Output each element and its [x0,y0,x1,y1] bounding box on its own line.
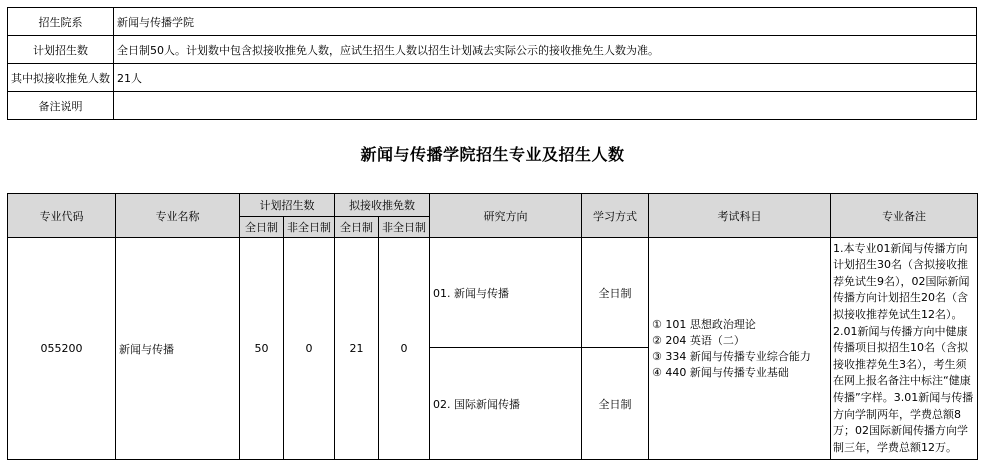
header-plan: 计划招生数 [240,194,335,217]
info-label: 备注说明 [8,92,114,120]
header-direction: 研究方向 [430,194,582,238]
info-label: 其中拟接收推免人数 [8,64,114,92]
info-value: 新闻与传播学院 [114,8,977,36]
mode-2: 全日制 [582,348,649,460]
info-label: 招生院系 [8,8,114,36]
major-enrollment-table [7,193,978,460]
info-value: 21人 [114,64,977,92]
recommend-full: 21 [335,238,379,460]
exam-subject: ④ 440 新闻与传播专业基础 [652,365,789,379]
info-row-recommend [8,64,977,92]
exam-subject: ③ 334 新闻与传播专业综合能力 [652,349,811,363]
department-info-table [7,7,977,120]
header-rec-full: 全日制 [335,217,379,238]
plan-full: 50 [240,238,284,460]
header-row [8,194,978,217]
header-exam: 考试科目 [649,194,831,238]
mode-1: 全日制 [582,238,649,348]
info-row-department [8,8,977,36]
info-label: 计划招生数 [8,36,114,64]
direction-1: 01. 新闻与传播 [430,238,582,348]
direction-2: 02. 国际新闻传播 [430,348,582,460]
exam-subject: ① 101 思想政治理论 [652,317,756,331]
header-rec-part: 非全日制 [379,217,430,238]
exam-subject: ② 204 英语（二） [652,333,745,347]
info-value [114,92,977,120]
header-mode: 学习方式 [582,194,649,238]
header-code: 专业代码 [8,194,116,238]
major-code: 055200 [8,238,116,460]
header-remark: 专业备注 [831,194,978,238]
plan-part: 0 [284,238,335,460]
info-row-remark [8,92,977,120]
header-plan-part: 非全日制 [284,217,335,238]
recommend-part: 0 [379,238,430,460]
exam-subjects [649,238,831,460]
info-value: 全日制50人。计划数中包含拟接收推免人数，应试生招生人数以招生计划减去实际公示的接收推免生人数为准。 [114,36,977,64]
section-title: 新闻与传播学院招生专业及招生人数 [360,145,625,164]
header-plan-full: 全日制 [240,217,284,238]
info-row-plan [8,36,977,64]
header-name: 专业名称 [116,194,240,238]
major-name: 新闻与传播 [116,238,240,460]
table-row [8,238,978,348]
header-recommend: 拟接收推免数 [335,194,430,217]
major-remark: 1.本专业01新闻与传播方向计划招生30名（含拟接收推荐免试生9名），02国际新闻传播方向计划招生20名（含拟接收推荐免试生12名）。2.01新闻与传播方向中健康传播项目拟招生10名（含拟接收推荐免生3名），考生须在网上报名备注中标注“健康传播”字样。3.01新闻与传播方向学制两年，学费总额8万；02国际新闻传播方向学制三年，学费总额12万。 [831,238,978,460]
